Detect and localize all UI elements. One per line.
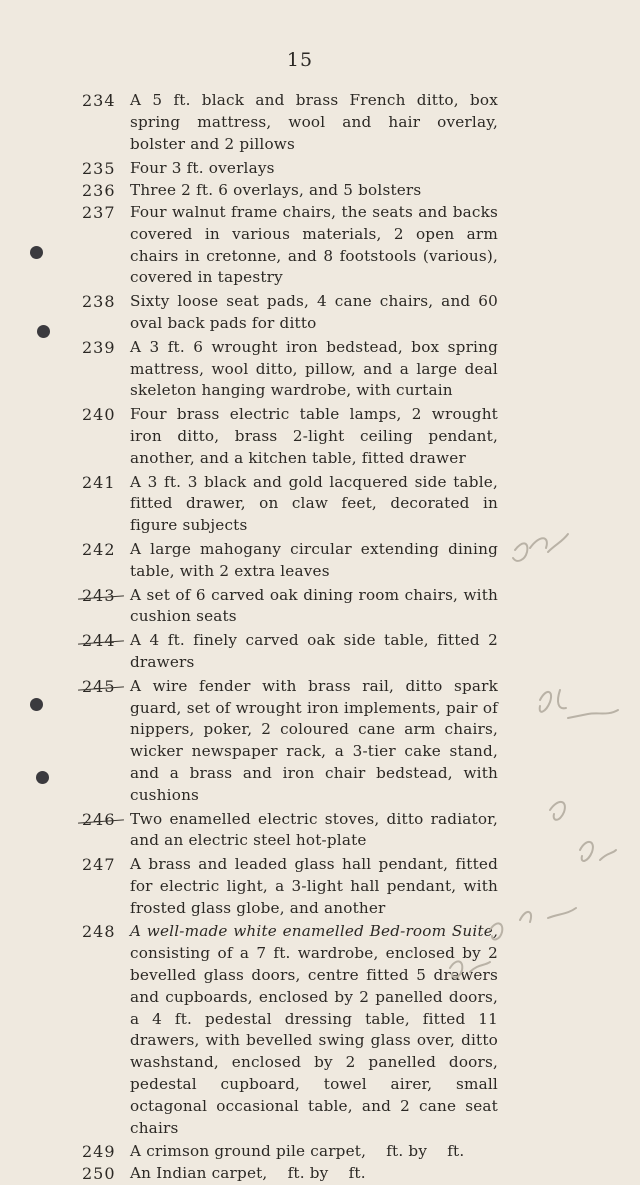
lot-number: [82, 585, 122, 607]
lot-description: Four 3 ft. overlays: [130, 159, 275, 178]
lot-item: [0, 202, 640, 289]
struck-lot-number: 243: [82, 585, 116, 605]
lot-number: 240: [82, 405, 116, 425]
struck-lot-number: 246: [82, 809, 116, 829]
lot-description: A 4 ft. finely carved oak side table, fitted 2 drawers: [130, 631, 498, 671]
suite-details: consisting of a 7 ft. wardrobe, enclosed by 2 bevelled glass doors, centre fitted 5 drawers and cupboards, enclosed by 2 panelled doors, a 4 ft. pedestal dressing table, fitted 11 drawers, with bevelled swing glass over, ditto washstand, enclosed by 2 panelled doors, pedestal cupboard, towel airer, small octagonal occasional table, and 2 cane seat chairs: [130, 944, 498, 1137]
lot-description: A set of 6 carved oak dining room chairs, with cushion seats: [130, 585, 498, 626]
lot-item: [0, 585, 640, 629]
lot-description: A large mahogany circular extending dining table, with 2 extra leaves: [130, 539, 498, 580]
lot-description: A 3 ft. 3 black and gold lacquered side table, fitted drawer, on claw feet, decorated in figure subjects: [130, 472, 498, 535]
lot-item: [0, 404, 640, 469]
lot-description: A 3 ft. 6 wrought iron bedstead, box spring mattress, wool ditto, pillow, and a large deal skeleton hanging wardrobe, with curtain: [130, 337, 498, 400]
lot-item: [0, 180, 640, 202]
lot-item: [0, 1163, 640, 1185]
lot-number: 237: [82, 202, 116, 222]
lot-item: [0, 539, 640, 583]
lot-number: 238: [82, 292, 116, 312]
lot-item: [0, 158, 640, 180]
lot-description: Three 2 ft. 6 overlays, and 5 bolsters: [130, 181, 422, 200]
lot-item: [0, 630, 640, 674]
lot-description: A 5 ft. black and brass French ditto, box spring mattress, wool and hair overlay, bolster and 2 pillows: [130, 91, 498, 153]
lot-description: [130, 921, 498, 1139]
lot-item: [0, 854, 640, 919]
lot-number: 248: [82, 922, 116, 942]
lot-description: A wire fender with brass rail, ditto spark guard, set of wrought iron implements, pair of nippers, poker, 2 coloured cane arm chairs, wicker newspaper rack, a 3-tier cake stand, and a brass and iron chair bedstead, with cushions: [130, 676, 498, 804]
lot-description: Two enamelled electric stoves, ditto radiator, and an electric steel hot-plate: [130, 809, 498, 850]
lot-number: 239: [82, 337, 116, 357]
lot-item: [0, 809, 640, 853]
lot-number: 242: [82, 539, 116, 559]
lot-item: [0, 337, 640, 402]
lot-description: A crimson ground pile carpet, ft. by ft.: [130, 1142, 465, 1161]
lot-description: An Indian carpet, ft. by ft.: [130, 1164, 366, 1183]
lot-number: [82, 630, 122, 652]
lot-number: [82, 676, 122, 698]
page-number: 15: [286, 49, 314, 71]
lot-item: [0, 291, 640, 335]
struck-lot-number: 244: [82, 631, 116, 651]
lot-number: [82, 809, 122, 831]
lot-description: Four walnut frame chairs, the seats and backs covered in various materials, 2 open arm chairs in cretonne, and 8 footstools (various), covered in tapestry: [130, 202, 498, 287]
lot-number: 249: [82, 1142, 116, 1162]
lot-item: [0, 921, 640, 1139]
lot-description: Sixty loose seat pads, 4 cane chairs, and 60 oval back pads for ditto: [130, 292, 498, 332]
lot-item: [0, 472, 640, 537]
lot-item: [0, 90, 640, 155]
lot-number: 241: [82, 472, 116, 492]
lot-number: 235: [82, 159, 116, 179]
lot-number: 247: [82, 855, 116, 875]
lot-list: [0, 90, 640, 1185]
lot-number: 250: [82, 1164, 116, 1184]
lot-number: 236: [82, 181, 116, 201]
lot-item: [0, 676, 640, 807]
lot-description: A brass and leaded glass hall pendant, fitted for electric light, a 3-light hall pendant, with frosted glass globe, and another: [130, 855, 498, 917]
suite-title: A well-made white enamelled Bed-room Suite,: [130, 922, 498, 941]
lot-number: 234: [82, 91, 116, 110]
lot-description: Four brass electric table lamps, 2 wrought iron ditto, brass 2-light ceiling pendant, another, and a kitchen table, fitted drawer: [130, 405, 498, 467]
lot-item: [0, 1141, 640, 1163]
struck-lot-number: 245: [82, 676, 116, 696]
